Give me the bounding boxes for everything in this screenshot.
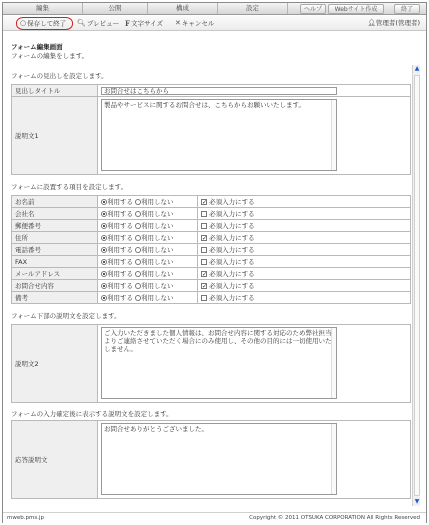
cancel-label: キャンセル xyxy=(181,19,215,28)
not-use-radio[interactable] xyxy=(135,271,141,277)
heading-table xyxy=(11,84,411,175)
use-label: 利用する xyxy=(107,234,133,242)
save-exit-label: 保存して終了 xyxy=(27,19,67,28)
magnifier-icon: 🔍︎ xyxy=(77,19,86,27)
tab-structure[interactable]: 構成 xyxy=(148,3,218,14)
footer-copyright: Copyright © 2011 OTSUKA CORPORATION All Rights Reserved xyxy=(249,515,420,521)
form-edit-content xyxy=(11,42,411,506)
table-row xyxy=(12,232,411,244)
not-use-radio[interactable] xyxy=(135,259,141,265)
required-label: 必須入力にする xyxy=(209,258,255,266)
table-row xyxy=(12,244,411,256)
desc1-text: 製品やサービスに関するお問合せは、こちらからお願いいたします。 xyxy=(104,101,305,109)
item-label: 郵便番号 xyxy=(12,220,98,232)
not-use-label: 利用しない xyxy=(141,258,174,266)
admin-user[interactable] xyxy=(368,18,420,29)
table-row xyxy=(12,196,411,208)
not-use-label: 利用しない xyxy=(141,210,174,218)
required-label: 必須入力にする xyxy=(209,246,255,254)
required-label: 必須入力にする xyxy=(209,294,255,302)
required-checkbox[interactable] xyxy=(201,211,207,217)
required-checkbox[interactable]: ✓ xyxy=(202,270,208,278)
label-reply: 応答説明文 xyxy=(12,421,98,499)
use-label: 利用する xyxy=(107,258,133,266)
save-exit-button[interactable] xyxy=(20,18,66,29)
required-label: 必須入力にする xyxy=(209,198,255,206)
bottom-desc-table xyxy=(11,324,411,403)
exit-button[interactable]: 終了 xyxy=(394,4,420,14)
item-label: 住所 xyxy=(12,232,98,244)
top-menu xyxy=(3,3,426,15)
footer xyxy=(3,512,426,523)
item-label: FAX xyxy=(12,256,98,268)
section-heading-reply: フォームの入力確定後に表示する説明文を設定します。 xyxy=(11,410,173,418)
desc2-text: ご入力いただきました個人情報は、お問合せ内容に関する対応のため弊社担当よりご連絡させていただく場合にのみ使用し、その他の目的には一切使用いたしません。 xyxy=(104,329,332,353)
use-radio[interactable] xyxy=(101,211,107,217)
not-use-label: 利用しない xyxy=(141,282,174,290)
not-use-radio[interactable] xyxy=(135,283,141,289)
use-radio[interactable] xyxy=(101,199,107,205)
required-label: 必須入力にする xyxy=(209,270,255,278)
section-heading-title: フォームの見出しを設定します。 xyxy=(11,72,108,80)
textarea-scrollbar[interactable] xyxy=(331,100,336,170)
use-label: 利用する xyxy=(107,210,133,218)
label-title: 見出しタイトル xyxy=(12,85,98,97)
item-label: お名前 xyxy=(12,196,98,208)
font-size-label: 文字サイズ xyxy=(130,19,163,28)
footer-site: mweb.pms.jp xyxy=(7,515,44,521)
use-radio[interactable] xyxy=(101,271,107,277)
admin-label: 管理者(管理者) xyxy=(375,19,420,27)
preview-label: プレビュー xyxy=(86,19,120,28)
toolbar xyxy=(3,16,426,31)
use-radio[interactable] xyxy=(101,247,107,253)
not-use-label: 利用しない xyxy=(141,270,174,278)
not-use-label: 利用しない xyxy=(141,222,174,230)
tab-edit[interactable]: 編集 xyxy=(3,3,83,14)
desc1-textarea[interactable] xyxy=(101,99,337,171)
scroll-thumb[interactable] xyxy=(414,75,420,496)
use-label: 利用する xyxy=(107,294,133,302)
table-row xyxy=(12,220,411,232)
required-label: 必須入力にする xyxy=(209,282,255,290)
table-row xyxy=(12,256,411,268)
required-label: 必須入力にする xyxy=(209,234,255,242)
reply-text: お問合せありがとうございました。 xyxy=(104,425,208,433)
required-checkbox[interactable]: ✓ xyxy=(202,234,208,242)
app-window xyxy=(2,2,427,523)
use-radio[interactable] xyxy=(101,259,107,265)
required-checkbox[interactable]: ✓ xyxy=(202,282,208,290)
use-label: 利用する xyxy=(107,246,133,254)
required-checkbox[interactable] xyxy=(201,247,207,253)
use-label: 利用する xyxy=(107,222,133,230)
label-desc2: 説明文2 xyxy=(12,325,98,403)
close-icon: ✕ xyxy=(175,19,181,27)
textarea-scrollbar[interactable] xyxy=(331,424,336,494)
not-use-radio[interactable] xyxy=(135,295,141,301)
user-icon: 👤︎ xyxy=(367,19,376,27)
table-row xyxy=(12,268,411,280)
label-desc1: 説明文1 xyxy=(12,97,98,175)
table-row xyxy=(12,208,411,220)
scroll-down-icon[interactable]: ▼ xyxy=(414,498,420,505)
scroll-up-icon[interactable]: ▲ xyxy=(414,65,420,72)
reply-textarea[interactable] xyxy=(101,423,337,495)
item-label: 電話番号 xyxy=(12,244,98,256)
item-label: メールアドレス xyxy=(12,268,98,280)
use-label: 利用する xyxy=(107,270,133,278)
page-title: フォーム編集画面 xyxy=(11,43,63,51)
preview-button[interactable] xyxy=(77,18,119,29)
use-label: 利用する xyxy=(107,198,133,206)
not-use-radio[interactable] xyxy=(135,211,141,217)
font-size-button[interactable] xyxy=(125,18,163,29)
table-row xyxy=(12,280,411,292)
cancel-button[interactable] xyxy=(175,18,214,29)
use-radio[interactable] xyxy=(101,295,107,301)
section-heading-items: フォームに設置する項目を設定します。 xyxy=(11,183,128,191)
section-heading-bottom: フォーム下部の説明文を設定します。 xyxy=(11,312,121,320)
textarea-scrollbar[interactable] xyxy=(331,328,336,398)
font-icon: F xyxy=(125,19,130,28)
use-label: 利用する xyxy=(107,282,133,290)
table-row xyxy=(12,292,411,304)
tab-settings[interactable]: 設定 xyxy=(218,3,288,14)
title-input[interactable]: お問合せはこちらから xyxy=(101,87,337,95)
required-label: 必須入力にする xyxy=(209,222,255,230)
help-button[interactable]: ヘルプ xyxy=(300,4,326,14)
page-scrollbar[interactable] xyxy=(412,65,420,506)
tab-publish[interactable]: 公開 xyxy=(83,3,148,14)
item-label: お問合せ内容 xyxy=(12,280,98,292)
desc2-textarea[interactable] xyxy=(101,327,337,399)
not-use-radio[interactable] xyxy=(135,247,141,253)
required-label: 必須入力にする xyxy=(209,210,255,218)
not-use-label: 利用しない xyxy=(141,198,174,206)
required-checkbox[interactable]: ✓ xyxy=(202,198,208,206)
item-label: 会社名 xyxy=(12,208,98,220)
not-use-label: 利用しない xyxy=(141,246,174,254)
not-use-label: 利用しない xyxy=(141,294,174,302)
use-radio[interactable] xyxy=(101,235,107,241)
not-use-radio[interactable] xyxy=(135,235,141,241)
page-description: フォームの編集をします。 xyxy=(11,52,89,60)
not-use-label: 利用しない xyxy=(141,234,174,242)
item-label: 備考 xyxy=(12,292,98,304)
not-use-radio[interactable] xyxy=(135,223,141,229)
use-radio[interactable] xyxy=(101,223,107,229)
not-use-radio[interactable] xyxy=(135,199,141,205)
site-create-button[interactable]: Webサイト作成 xyxy=(328,4,384,14)
circle-icon: ○ xyxy=(20,19,27,27)
reply-table xyxy=(11,420,411,499)
required-checkbox[interactable] xyxy=(201,223,207,229)
items-table xyxy=(11,195,411,304)
required-checkbox[interactable] xyxy=(201,295,207,301)
required-checkbox[interactable] xyxy=(201,259,207,265)
use-radio[interactable] xyxy=(101,283,107,289)
